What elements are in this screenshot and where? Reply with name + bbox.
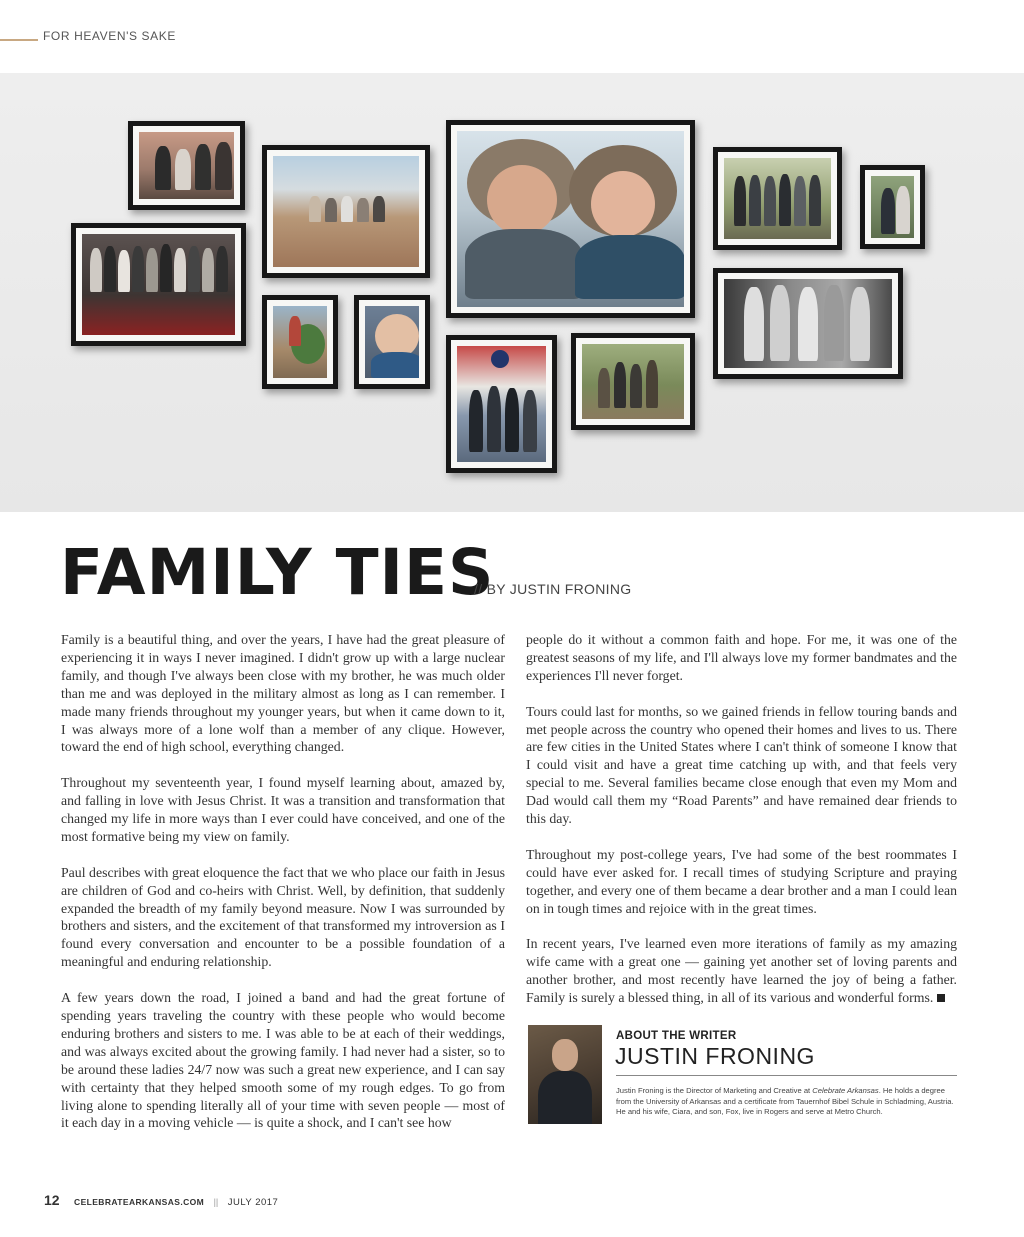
article-paragraph: Paul describes with great eloquence the fact that we who place our faith in Jesus are children of God and co-heirs with Christ. Well, by definition, that suddenly expanded the breadth of my family beyond measure. Now I was surrounded by brothers and sisters, and the excitement of that transformed my introversion as I found every conversation and encounter to be a possible foundation of a meaningful and enduring relationship.	[61, 864, 505, 970]
photo-frame-group-outdoor	[571, 333, 695, 430]
author-photo	[528, 1025, 602, 1124]
photo-frame-group-sunset	[128, 121, 245, 210]
article-paragraph: Throughout my seventeenth year, I found myself learning about, amazed by, and falling in love with Jesus Christ. It was a transition and transformation that changed my life in more ways than I ever could have conceived, and one of the most formative being my view on family.	[61, 775, 505, 844]
article-column-right	[526, 631, 957, 1025]
article-title: FAMILY TIES	[60, 536, 495, 609]
photo-frame-band-bw	[713, 268, 903, 379]
photo-frame-flag-wall	[446, 335, 557, 473]
photo-frame-couple-small	[860, 165, 925, 249]
author-name: JUSTIN FRONING	[615, 1043, 815, 1069]
article-paragraph: Tours could last for months, so we gained friends in fellow touring bands and met people across the country who opened their homes and lives to us. There are few cities in the United States where I can't think of someone I know that I could visit and have a great time catching up with, and that feels very special to me. Several families became close enough that even my Mom and Dad would call them my “Road Parents” and have remained dear friends to this day.	[526, 703, 957, 827]
website-link[interactable]: CELEBRATEARKANSAS.COM	[74, 1197, 205, 1207]
article-paragraph: Throughout my post-college years, I've had some of the best roommates I could have ever asked for. I recall times of studying Scripture and praying together, and every one of them became a dear brother and a man I could lean on in tough times and rejoice with in the great times.	[526, 846, 957, 916]
photo-frame-band-stage	[71, 223, 246, 346]
author-bio-text: Justin Froning is the Director of Marketing and Creative at	[616, 1086, 813, 1095]
end-of-article-icon	[937, 994, 945, 1002]
section-accent-rule	[0, 39, 38, 41]
page-footer	[44, 1192, 278, 1210]
author-photo-body	[538, 1071, 592, 1124]
section-label: FOR HEAVEN'S SAKE	[43, 29, 176, 43]
author-photo-head	[552, 1039, 578, 1071]
article-paragraph: A few years down the road, I joined a band and had the great fortune of spending years traveling the country with these people who would become enduring brothers and sisters to me. I was able to be at each of their weddings, and was always excited about the growing family. I had never had a sister, so to be around these ladies 24/7 now was such a great new experience, and I can say with certainty that they helped smooth some of my rough edges. To go from living alone to spending literally all of your time with seven people — most of it each day in a moving vehicle — is quite a shock, and I can't see how	[61, 990, 505, 1131]
article-byline: // BY JUSTIN FRONING	[474, 581, 632, 597]
photo-frame-dinosaur	[262, 295, 338, 389]
article-paragraph-text: In recent years, I've learned even more iterations of family as my amazing wife came with a great one — gaining yet another set of loving parents and another brother, and most recently have learned the joy of being a father. Family is surely a blessed thing, in all of its various and wonderful forms.	[526, 936, 957, 1006]
photo-wall	[0, 73, 1024, 512]
author-bio	[616, 1086, 961, 1118]
article-paragraph-final	[526, 935, 957, 1007]
photo-frame-baby	[354, 295, 430, 389]
photo-frame-group-trees	[713, 147, 842, 250]
photo-frame-couple-selfie	[446, 120, 695, 318]
article-paragraph: Family is a beautiful thing, and over the years, I have had the great pleasure of experiencing it in ways I never imagined. I didn't grow up with a large nuclear family, and though I've always been close with my brother, he was much older than me and was deployed in the military almost as long as I can remember. I made many friends throughout my younger years, but when it came down to it, I was always more of a lone wolf than a member of any clique. However, toward the end of high school, everything changed.	[61, 632, 505, 755]
author-bio-text: . He holds a degree from the University of Arkansas and a certificate from Tauernhof Bibel Schule in Schladming, Austria. He and his wife, Ciara, and son, Fox, live in Rogers and serve at Metro Church.	[616, 1086, 954, 1116]
about-writer-label: ABOUT THE WRITER	[616, 1030, 737, 1042]
article-paragraph: people do it without a common faith and hope. For me, it was one of the greatest seasons of my life, and I'll always love my former bandmates and the experiences I'll never forget.	[526, 632, 957, 683]
page-number: 12	[44, 1192, 60, 1208]
footer-separator: ||	[213, 1197, 219, 1207]
issue-date: JULY 2017	[227, 1197, 279, 1208]
article-column-left	[61, 631, 505, 1150]
magazine-name: Celebrate Arkansas	[812, 1086, 879, 1095]
photo-frame-canyon	[262, 145, 430, 278]
about-divider	[616, 1075, 957, 1076]
